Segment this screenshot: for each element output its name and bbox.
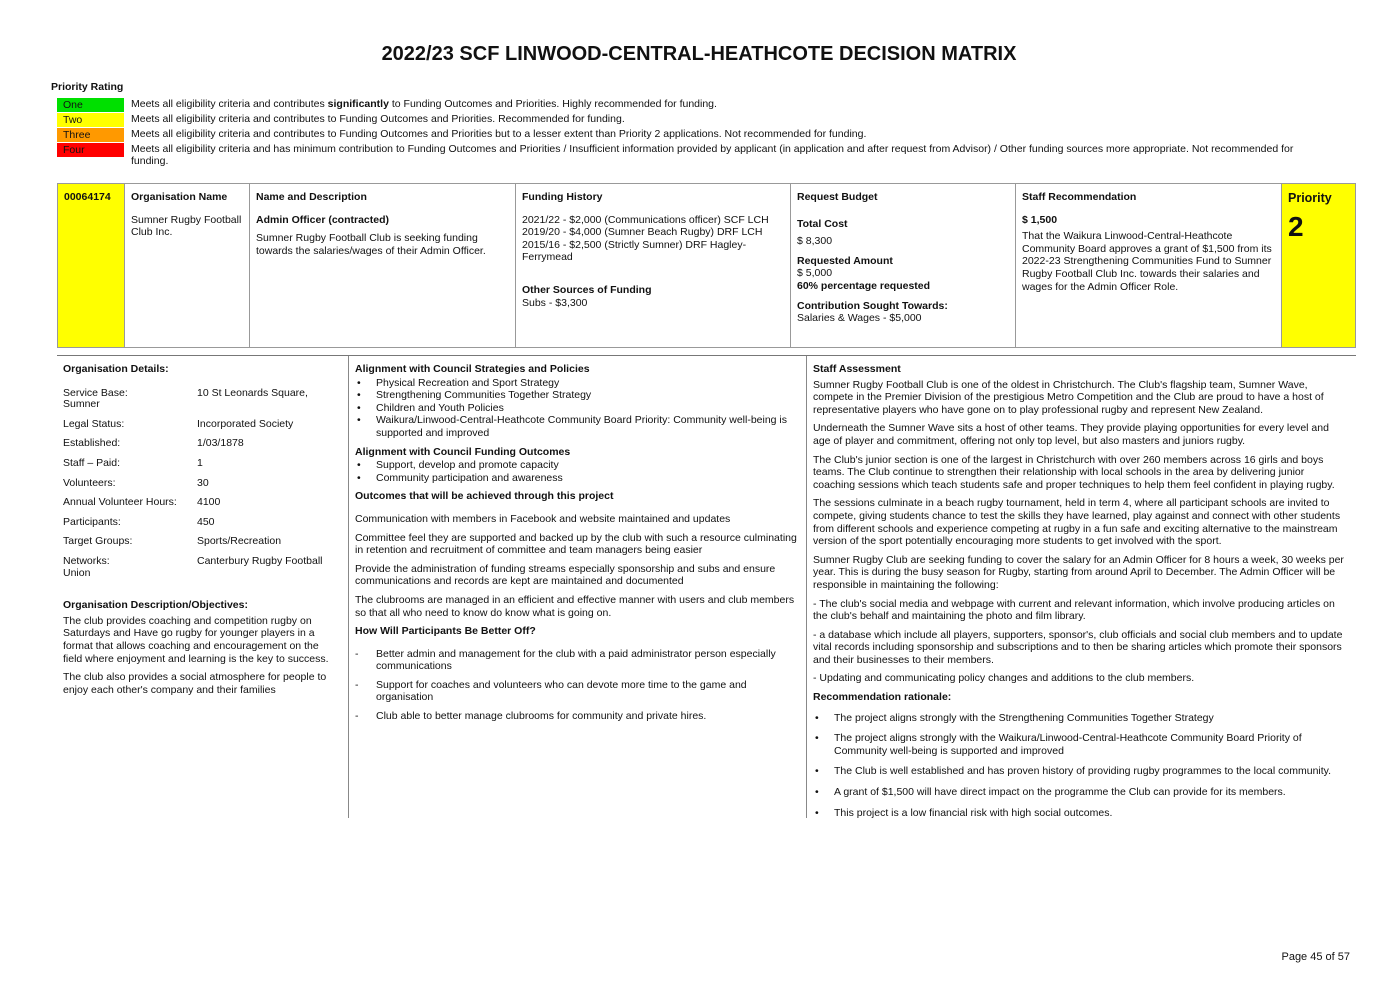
- assessment-para: Sumner Rugby Football Club is one of the oldest in Christchurch. The Club's flagship team, Sumner Wave, compete in the Premier Division of the prestigious Metro Competition and the Club are proud to have a host of representative players who have gone on to play professional rugby and represent New Zealand.: [813, 378, 1324, 416]
- priority-rating-row: [57, 98, 1317, 112]
- assessment-para: - Updating and communicating policy changes and additions to the club members.: [813, 672, 1195, 685]
- assessment-para: The sessions culminate in a beach rugby tournament, held in term 4, where all participant schools are invited to compete, giving students chance to test the skills they have learned, play against and connect with other students from different schools and experience competing at rugby in a fun safe and exciting alternative to the mainstream version of the sport potentially encouraging more students to get involved with the sport.: [813, 497, 1341, 548]
- list-item: • The Club is well established and has proven history of providing rugby programmes to the local community.: [813, 765, 1348, 778]
- list-item: • Waikura/Linwood-Central-Heathcote Community Board Priority: Community well-being is supported and improved: [355, 414, 801, 439]
- project-name: Admin Officer (contracted): [256, 213, 390, 226]
- list-item: • Support, develop and promote capacity: [355, 459, 801, 472]
- detail-row-continuation: Union: [63, 566, 91, 579]
- list-item: - Better admin and management for the club with a paid administrator person especially communications: [355, 648, 801, 673]
- org-name-heading: Organisation Name: [131, 191, 228, 203]
- detail-row: Target Groups: Sports/Recreation: [63, 535, 282, 548]
- outcomes-heading: Alignment with Council Funding Outcomes: [355, 445, 571, 458]
- assessment-para: The Club's junior section is one of the largest in Christchurch with over 260 members across 16 girls and boys teams. The Club continue to strengthen their relationship with local schools in the area by delivering junior coaching sessions which teach students safe and proper techniques to help them feel confident in playing rugby.: [813, 453, 1335, 491]
- name-description-heading: Name and Description: [256, 191, 367, 203]
- funding-history-heading: Funding History: [522, 191, 603, 203]
- org-description-para: The club provides coaching and competition rugby on Saturdays and Have go rugby for younger players in a format that allows coaching and encouragement on the field where enjoyment and learning is the key to success.: [63, 614, 329, 665]
- priority-heading: Priority: [1288, 191, 1332, 205]
- staff-assessment-section: [813, 363, 1348, 827]
- list-item: • Strengthening Communities Together Strategy: [355, 389, 801, 402]
- achieved-para: Communication with members in Facebook and website maintained and updates: [355, 512, 731, 525]
- org-description-para: The club also provides a social atmosphere for people to enjoy each other's company and their families: [63, 671, 327, 696]
- detail-row: Service Base: 10 St Leonards Square,: [63, 386, 308, 399]
- assessment-para: Sumner Rugby Club are seeking funding to cover the salary for an Admin Officer for 8 hours a week, 30 weeks per year. This is during the busy season for Rugby, starting from around April to December. The Admin Officer will be responsible in maintaining the following:: [813, 553, 1344, 591]
- other-sources: Subs - $3,300: [522, 296, 588, 309]
- priority-rating-row: [57, 128, 1317, 142]
- list-item: • Physical Recreation and Sport Strategy: [355, 377, 801, 390]
- strategies-list: [355, 377, 801, 440]
- staff-recommendation-cell: [1016, 184, 1282, 347]
- list-item: - Club able to better manage clubrooms for community and private hires.: [355, 710, 801, 723]
- list-item: - Support for coaches and volunteers who can devote more time to the game and organisation: [355, 679, 801, 704]
- rationale-heading: Recommendation rationale:: [813, 691, 952, 704]
- funding-history-item: 2019/20 - $4,000 (Sumner Beach Rugby) DRF LCH: [522, 226, 763, 239]
- page-title: 2022/23 SCF LINWOOD-CENTRAL-HEATHCOTE DECISION MATRIX: [381, 43, 1017, 65]
- requested-amount: $ 5,000: [797, 267, 833, 280]
- priority-rating-row: [57, 113, 1317, 127]
- percentage-requested: 60% percentage requested: [797, 279, 931, 292]
- detail-row: Annual Volunteer Hours: 4100: [63, 496, 221, 509]
- request-budget-heading: Request Budget: [797, 191, 878, 203]
- column-divider: [806, 356, 807, 818]
- achieved-para: Committee feel they are supported and backed up by the club with such a resource culminating in retention and recruitment of committee and team managers being easier: [355, 531, 797, 557]
- name-description-cell: [250, 184, 516, 347]
- priority-value: 2: [1288, 211, 1304, 242]
- org-description-heading: Organisation Description/Objectives:: [63, 599, 248, 612]
- contribution-label: Contribution Sought Towards:: [797, 299, 948, 312]
- detail-row: Networks: Canterbury Rugby Football: [63, 554, 323, 567]
- detail-row: Volunteers: 30: [63, 476, 209, 489]
- assessment-para: - a database which include all players, supporters, sponsor's, club officials and social club members and to update vital records including sponsorship and subscriptions and to then be sharing articles which promote their sponsors and their businesses to their members.: [813, 628, 1343, 666]
- assessment-para: - The club's social media and webpage with current and relevant information, which involve producing articles on the club's behalf and maintaining the photo and film library.: [813, 597, 1335, 623]
- column-divider: [348, 356, 349, 818]
- assessment-para: Underneath the Sumner Wave sits a host of other teams. They provide playing opportunities for every level and age of player and commitment, offering not only top level, but also masters and juniors rugby.: [813, 422, 1329, 447]
- priority-cell: [1282, 184, 1355, 347]
- org-details-section: [63, 363, 335, 702]
- rationale-list: [813, 712, 1348, 820]
- priority-rating-row: [57, 143, 1317, 167]
- list-item: • The project aligns strongly with the Waikura/Linwood-Central-Heathcote Community Board Priority of Community well-being is supported and improved: [813, 732, 1348, 757]
- staff-recommendation-amount: $ 1,500: [1022, 213, 1058, 226]
- application-id: 00064174: [64, 191, 111, 203]
- priority-swatch-two: Two: [57, 113, 124, 127]
- staff-assessment-heading: Staff Assessment: [813, 363, 901, 375]
- priority-desc-four: Meets all eligibility criteria and has minimum contribution to Funding Outcomes and Priorities / Insufficient information provided by applicant (in application and after request from Advisor) / Other funding sources more appropriate. Not recommended for funding.: [131, 143, 1294, 167]
- priority-desc-three: Meets all eligibility criteria and contributes to Funding Outcomes and Priorities but to a lesser extent than Priority 2 applications. Not recommended for funding.: [131, 128, 867, 140]
- section-divider: [57, 355, 1356, 356]
- list-item: • Community participation and awareness: [355, 472, 801, 485]
- request-budget-cell: [791, 184, 1016, 347]
- priority-swatch-three: Three: [57, 128, 124, 142]
- achieved-para: The clubrooms are managed in an efficient and effective manner with users and club members so that all who need to know do know what is going on.: [355, 593, 795, 619]
- staff-recommendation-heading: Staff Recommendation: [1022, 191, 1137, 203]
- achieved-para: Provide the administration of funding streams especially sponsorship and subs and ensure communications and records are kept are maintained and documented: [355, 562, 776, 588]
- org-details-heading: Organisation Details:: [63, 363, 169, 375]
- priority-desc-two: Meets all eligibility criteria and contributes to Funding Outcomes and Priorities. Recommended for funding.: [131, 113, 625, 125]
- priority-swatch-four: Four: [57, 143, 124, 157]
- detail-row: Participants: 450: [63, 515, 215, 528]
- requested-amount-label: Requested Amount: [797, 254, 893, 267]
- better-off-list: [355, 648, 801, 723]
- alignment-section: [355, 363, 801, 729]
- list-item: • A grant of $1,500 will have direct impact on the programme the Club can provide for its members.: [813, 786, 1348, 799]
- priority-rating-heading: Priority Rating: [51, 81, 124, 93]
- list-item: • The project aligns strongly with the Strengthening Communities Together Strategy: [813, 712, 1348, 725]
- strategies-heading: Alignment with Council Strategies and Policies: [355, 363, 590, 375]
- priority-swatch-one: One: [57, 98, 124, 112]
- detail-row: Legal Status: Incorporated Society: [63, 417, 294, 430]
- funding-history-item: 2021/22 - $2,000 (Communications officer) SCF LCH: [522, 213, 769, 226]
- total-cost-label: Total Cost: [797, 217, 848, 230]
- achieved-heading: Outcomes that will be achieved through this project: [355, 490, 614, 503]
- better-off-heading: How Will Participants Be Better Off?: [355, 625, 536, 638]
- priority-desc-one: Meets all eligibility criteria and contributes significantly to Funding Outcomes and Priorities. Highly recommended for funding.: [131, 98, 717, 110]
- org-name-cell: [125, 184, 250, 347]
- list-item: • Children and Youth Policies: [355, 402, 801, 415]
- funding-history-cell: [516, 184, 791, 347]
- other-sources-heading: Other Sources of Funding: [522, 283, 652, 296]
- staff-recommendation-text: That the Waikura Linwood-Central-Heathcote Community Board approves a grant of $1,500 from its 2022-23 Strengthening Communities Fund to Sumner Rugby Football Club Inc. towards their salaries and wages for the Admin Officer Role.: [1022, 230, 1272, 293]
- page-number: Page 45 of 57: [1281, 951, 1350, 963]
- detail-row: Established: 1/03/1878: [63, 437, 244, 450]
- detail-row-continuation: Sumner: [63, 398, 100, 411]
- total-cost: $ 8,300: [797, 235, 833, 248]
- summary-table: [57, 183, 1356, 348]
- detail-row: Staff – Paid: 1: [63, 456, 203, 469]
- funding-history-item: 2015/16 - $2,500 (Strictly Sumner) DRF Hagley-Ferrymead: [522, 238, 747, 264]
- contribution: Salaries & Wages - $5,000: [797, 312, 922, 325]
- application-id-cell: [58, 184, 125, 347]
- list-item: • This project is a low financial risk with high social outcomes.: [813, 807, 1348, 820]
- org-name: Sumner Rugby Football Club Inc.: [131, 213, 242, 239]
- outcomes-list: [355, 459, 801, 484]
- project-description: Sumner Rugby Football Club is seeking funding towards the salaries/wages of their Admin Officer.: [256, 232, 486, 257]
